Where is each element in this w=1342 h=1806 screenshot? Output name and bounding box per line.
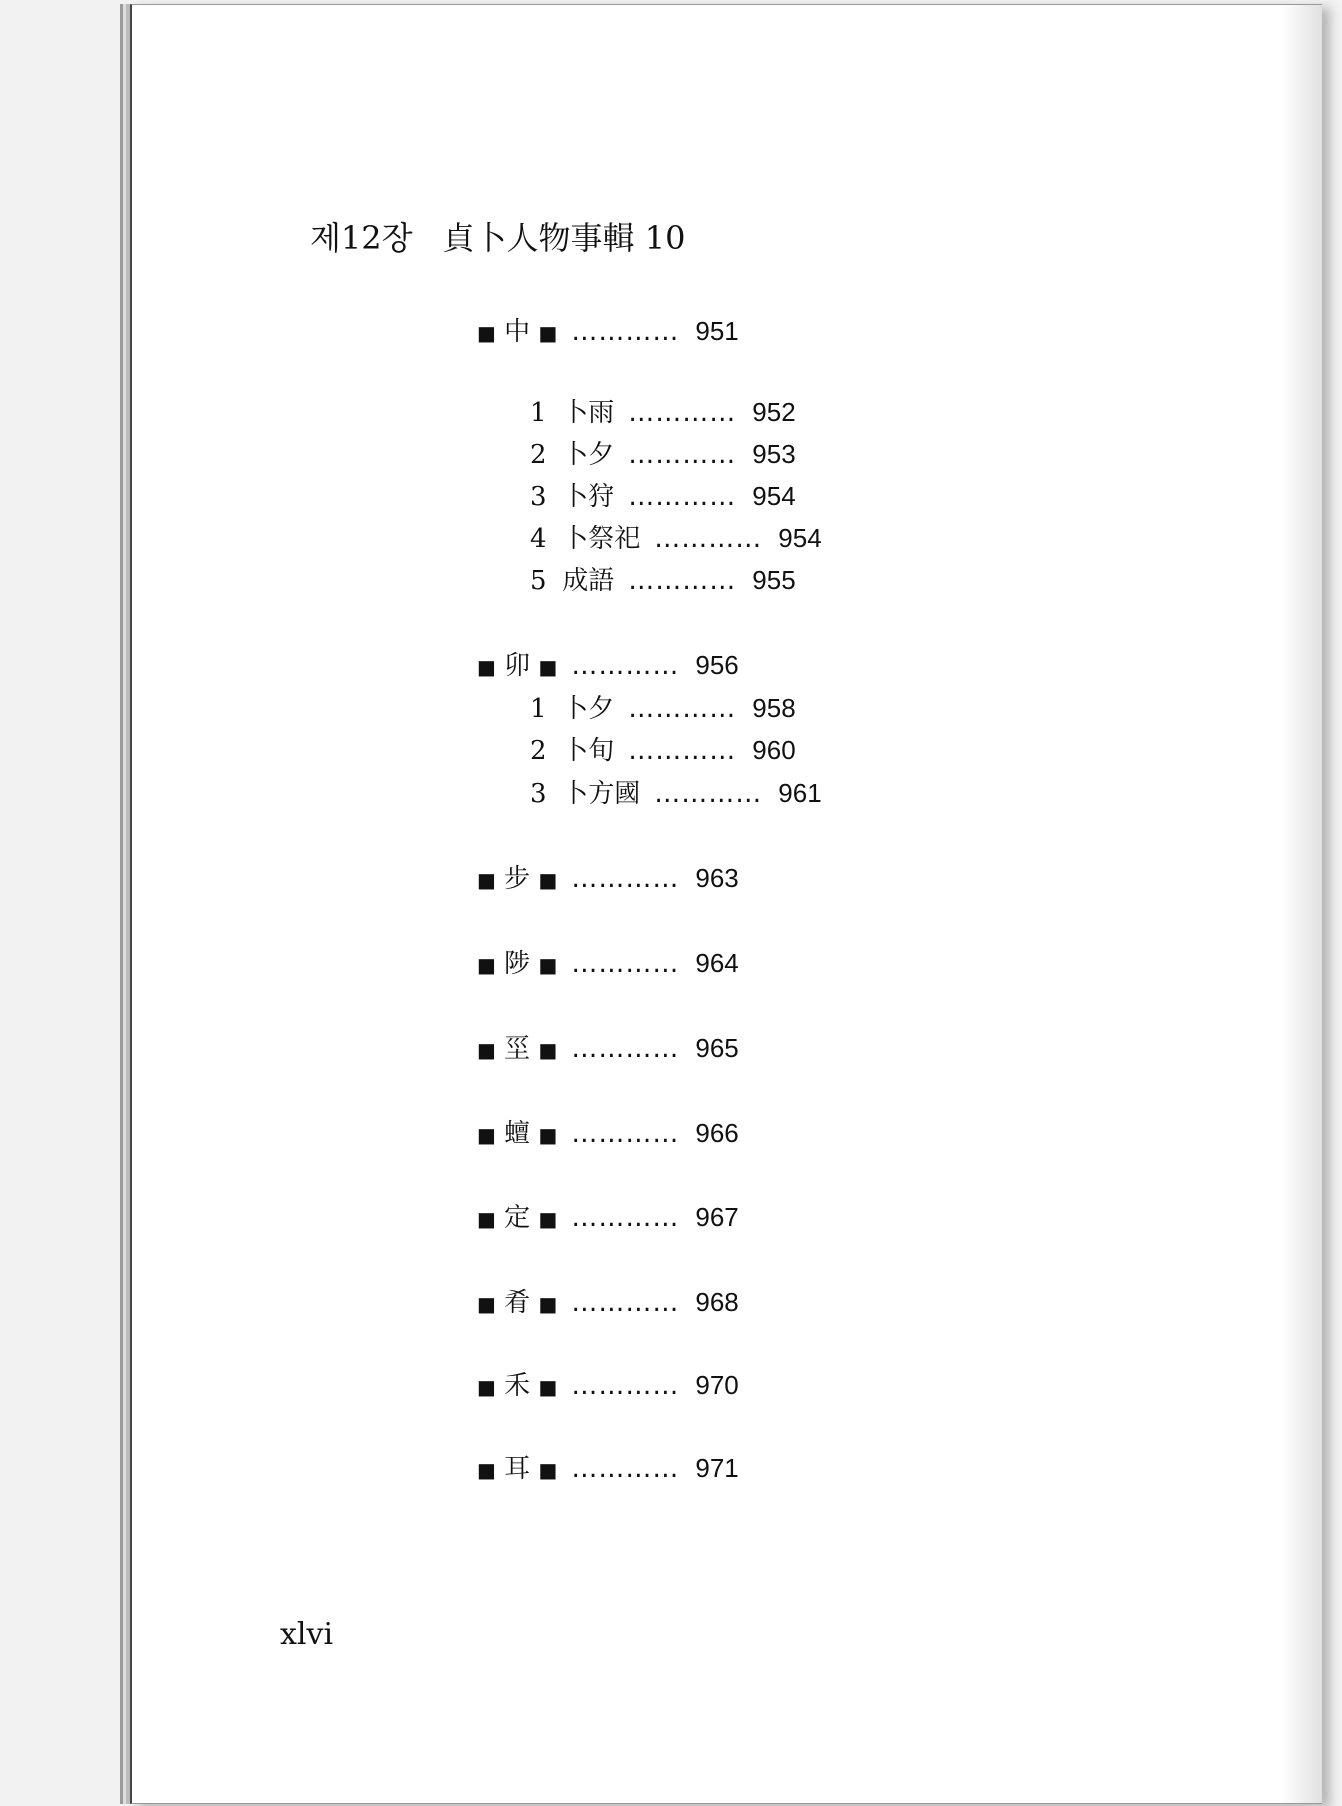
square-marker-icon: ■ <box>538 1458 558 1482</box>
leader-dots: ………… <box>571 1371 680 1401</box>
leader-dots: ………… <box>628 440 737 470</box>
page-number: 956 <box>695 650 739 680</box>
toc-section-5[interactable] <box>477 1118 739 1150</box>
item-number: 2 <box>530 736 547 766</box>
leader-dots: ………… <box>571 317 680 347</box>
square-marker-icon: ■ <box>538 1207 558 1231</box>
page-number: 968 <box>695 1287 739 1317</box>
toc-item[interactable] <box>530 439 796 470</box>
page-number: 964 <box>695 948 739 978</box>
page-number: 960 <box>752 735 796 765</box>
page-number: 963 <box>695 863 739 893</box>
square-marker-icon: ■ <box>538 1292 558 1316</box>
page-number: 965 <box>695 1033 739 1063</box>
item-title: 卜狩 <box>562 482 615 512</box>
section-name: 卯 <box>504 651 531 681</box>
toc-section-2[interactable] <box>477 863 739 895</box>
leader-dots: ………… <box>654 779 763 809</box>
leader-dots: ………… <box>571 1034 680 1064</box>
square-marker-icon: ■ <box>477 1123 496 1147</box>
square-marker-icon: ■ <box>477 1375 496 1399</box>
toc-item[interactable] <box>530 523 822 554</box>
leader-dots: ………… <box>571 1288 680 1318</box>
leader-dots: ………… <box>628 736 737 766</box>
page-number: 951 <box>695 316 739 346</box>
leader-dots: ………… <box>628 694 737 724</box>
square-marker-icon: ■ <box>538 1123 558 1147</box>
leader-dots: ………… <box>571 1203 680 1233</box>
page-number: 967 <box>695 1202 739 1232</box>
square-marker-icon: ■ <box>538 321 558 345</box>
item-title: 卜雨 <box>562 398 615 428</box>
page-edge-shadow <box>1282 5 1322 1803</box>
toc-section-1[interactable] <box>477 650 739 682</box>
page-number: 952 <box>752 397 796 427</box>
square-marker-icon: ■ <box>477 655 496 679</box>
page-number: 953 <box>752 439 796 469</box>
square-marker-icon: ■ <box>538 868 558 892</box>
item-number: 2 <box>530 440 547 470</box>
toc-section-7[interactable] <box>477 1287 739 1319</box>
square-marker-icon: ■ <box>538 1375 558 1399</box>
section-name: 定 <box>504 1203 531 1233</box>
toc-section-6[interactable] <box>477 1202 739 1234</box>
item-number: 3 <box>530 482 547 512</box>
leader-dots: ………… <box>571 864 680 894</box>
leader-dots: ………… <box>654 524 763 554</box>
page-number: 966 <box>695 1118 739 1148</box>
section-name: 蟺 <box>504 1119 531 1149</box>
leader-dots: ………… <box>571 1454 680 1484</box>
square-marker-icon: ■ <box>477 321 496 345</box>
toc-section-8[interactable] <box>477 1370 739 1402</box>
item-number: 3 <box>530 779 547 809</box>
toc-section-9[interactable] <box>477 1453 739 1485</box>
square-marker-icon: ■ <box>477 868 496 892</box>
toc-item[interactable] <box>530 565 796 596</box>
square-marker-icon: ■ <box>538 1038 558 1062</box>
page-number: 970 <box>695 1370 739 1400</box>
book-page <box>130 4 1322 1804</box>
square-marker-icon: ■ <box>477 1292 496 1316</box>
page-number: 961 <box>778 778 822 808</box>
item-number: 4 <box>530 524 547 554</box>
item-title: 成語 <box>562 566 615 596</box>
item-title: 卜祭祀 <box>562 524 641 554</box>
item-number: 1 <box>530 398 547 428</box>
toc-item[interactable] <box>530 481 796 512</box>
item-title: 卜旬 <box>562 736 615 766</box>
item-number: 1 <box>530 694 547 724</box>
page-number: 958 <box>752 693 796 723</box>
page-number: 971 <box>695 1453 739 1483</box>
item-title: 卜夕 <box>562 694 615 724</box>
section-name: 肴 <box>504 1288 531 1318</box>
page-number: 955 <box>752 565 796 595</box>
page-folio: xlvi <box>280 1617 334 1652</box>
chapter-label: 제12장 <box>310 219 413 257</box>
toc-item[interactable] <box>530 693 796 724</box>
leader-dots: ………… <box>571 949 680 979</box>
page-number: 954 <box>778 523 822 553</box>
leader-dots: ………… <box>628 566 737 596</box>
section-name: 耳 <box>504 1454 531 1484</box>
square-marker-icon: ■ <box>477 953 496 977</box>
square-marker-icon: ■ <box>477 1207 496 1231</box>
leader-dots: ………… <box>571 1119 680 1149</box>
section-name: 禾 <box>504 1371 531 1401</box>
square-marker-icon: ■ <box>477 1038 496 1062</box>
item-title: 卜夕 <box>562 440 615 470</box>
toc-section-0[interactable] <box>477 316 739 348</box>
square-marker-icon: ■ <box>538 655 558 679</box>
square-marker-icon: ■ <box>538 953 558 977</box>
page-number: 954 <box>752 481 796 511</box>
section-name: 中 <box>504 317 531 347</box>
leader-dots: ………… <box>571 651 680 681</box>
section-name: 陟 <box>504 949 531 979</box>
chapter-title: 貞卜人物事輯 10 <box>442 219 686 257</box>
chapter-heading <box>310 213 685 259</box>
item-number: 5 <box>530 566 547 596</box>
toc-section-4[interactable] <box>477 1033 739 1065</box>
toc-item[interactable] <box>530 397 796 428</box>
leader-dots: ………… <box>628 482 737 512</box>
toc-item[interactable] <box>530 778 822 809</box>
square-marker-icon: ■ <box>477 1458 496 1482</box>
section-name: 步 <box>504 864 531 894</box>
toc-item[interactable] <box>530 735 796 766</box>
toc-section-3[interactable] <box>477 948 739 980</box>
section-name: 坙 <box>504 1034 531 1064</box>
item-title: 卜方國 <box>562 779 641 809</box>
leader-dots: ………… <box>628 398 737 428</box>
